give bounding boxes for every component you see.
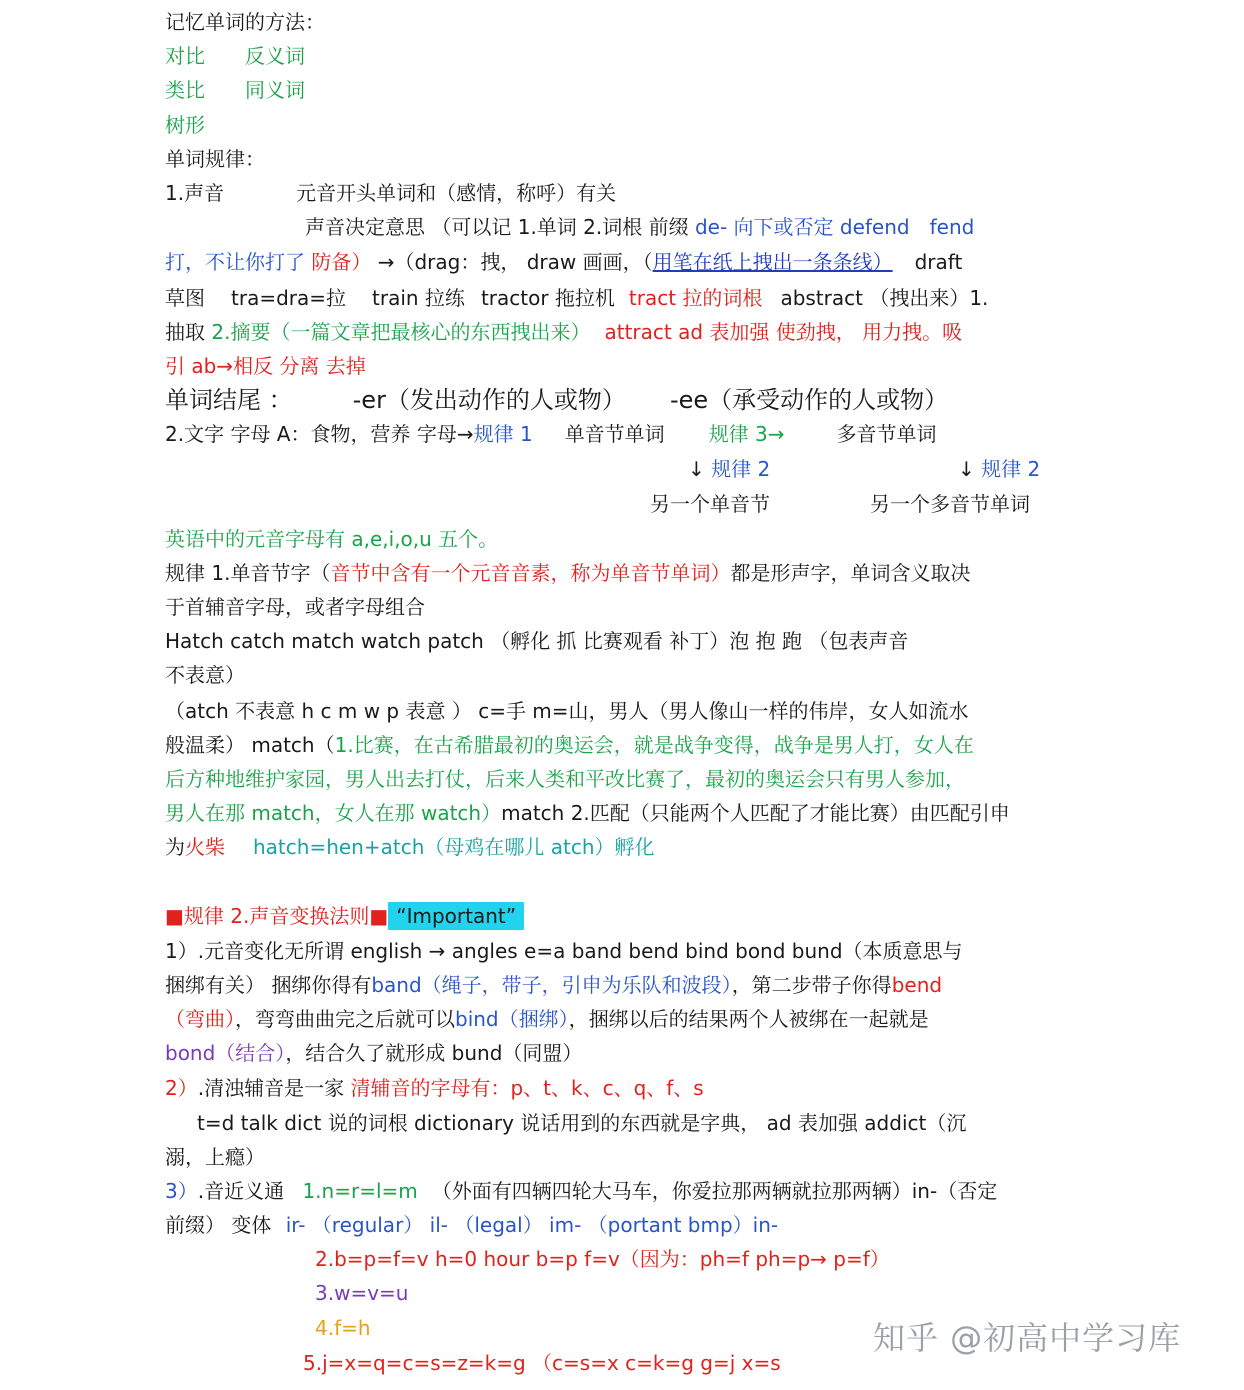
text: ir- （regular） il- （legal） im- （portant bmp）in-	[285, 1213, 779, 1237]
rule2-arrow-left	[688, 455, 770, 483]
text: hatch=hen+atch（母鸡在哪儿 atch）孵化	[253, 835, 655, 859]
text: train 拉练	[372, 286, 465, 310]
another-polysyllable	[870, 490, 1030, 518]
text: 5.j=x=q=c=s=z=k=g （c=s=x c=k=g g=j x=s	[303, 1351, 781, 1375]
text: （弯曲）	[165, 1007, 235, 1031]
text: bind（捆绑）	[455, 1007, 569, 1031]
text: 都是形声字，单词含义取决	[730, 561, 971, 585]
text: 同义词	[245, 78, 305, 102]
text: ，弯弯曲曲完之后就可以	[235, 1007, 455, 1031]
text: 2）	[165, 1076, 198, 1100]
text: 对比	[165, 44, 205, 68]
rule-b-p-f-v	[315, 1245, 890, 1273]
bond-line	[165, 1039, 582, 1067]
text: ，结合久了就形成 bund（同盟）	[285, 1041, 583, 1065]
dict-line	[197, 1109, 966, 1137]
match-story	[165, 765, 965, 793]
text: ，捆绑以后的结果两个人被绑在一起就是	[568, 1007, 929, 1031]
heading-rules	[165, 145, 265, 173]
text: Hatch catch match watch patch （孵化 抓 比赛观看 补丁）泡 抱 跑 （包表声音	[165, 629, 909, 653]
text: 另一个多音节单词	[870, 492, 1030, 516]
text: 2.摘要（一篇文章把最核心的东西拽出来）	[211, 320, 591, 344]
text: 抽取	[165, 320, 205, 344]
text: fend	[929, 215, 975, 239]
text: 3）	[165, 1179, 198, 1203]
text: attract ad 表加强 使劲拽， 用力拽。吸	[604, 320, 963, 344]
text: ↓	[958, 457, 975, 481]
similar-sound-line	[165, 1177, 997, 1205]
text: 另一个单音节	[650, 492, 770, 516]
text: 多音节单词	[836, 422, 937, 446]
text: 为	[165, 835, 185, 859]
text: 单词规律：	[165, 147, 265, 171]
bind-line	[165, 1005, 929, 1033]
rule-j-x-q	[303, 1349, 781, 1377]
rule-f-h	[315, 1314, 371, 1342]
text: 1）.元音变化无所谓 english → angles e=a band bend bind bond bund（本质意思与	[165, 939, 963, 963]
text: 2.文字 字母 A：食物，营养 字母→	[165, 422, 474, 446]
text: 1.比赛，在古希腊最初的奥运会，就是战争变得，战争是男人打，女人在	[334, 733, 974, 757]
text: 后方种地维护家园，男人出去打仗，后来人类和平改比赛了，最初的奥运会只有男人参加，	[165, 767, 965, 791]
text: 清辅音的字母有：p、t、k、c、q、f、s	[350, 1076, 704, 1100]
rule-text	[165, 420, 937, 448]
text: 反义词	[245, 44, 305, 68]
rule2-heading	[165, 902, 524, 930]
text: 3.w=v=u	[315, 1281, 409, 1305]
heading-methods	[165, 8, 325, 36]
text: -ee（承受动作的人或物）	[669, 386, 949, 414]
text: -er（发出动作的人或物）	[352, 386, 626, 414]
text: 男人在那 match，女人在那 watch）	[165, 801, 502, 825]
text: 2.b=p=f=v h=0 hour b=p f=v（因为：ph=f ph=p→ p=f）	[315, 1247, 890, 1271]
text: tra=dra=拉	[231, 286, 347, 310]
text: 规律 1.单音节字（	[165, 561, 331, 585]
text: 记忆单词的方法：	[165, 10, 325, 34]
vowel-change-line	[165, 937, 963, 965]
rule-sound	[165, 179, 616, 207]
text: .音近义通	[197, 1179, 291, 1203]
text: bond（结合）	[165, 1041, 286, 1065]
text: 4.f=h	[315, 1316, 371, 1340]
text: 不表意）	[165, 663, 245, 687]
text: 用笔在纸上拽出一条条线）	[652, 250, 893, 274]
text: 引 ab→相反 分离 去掉	[165, 354, 366, 378]
text: 防备）	[311, 250, 372, 274]
match-line	[165, 731, 974, 759]
tract-line	[165, 284, 988, 312]
text: 般温柔） match（	[165, 733, 335, 757]
rule2-arrow-right	[958, 455, 1040, 483]
vowels-line	[165, 525, 498, 553]
text: 英语中的元音字母有 a,e,i,o,u 五个。	[165, 527, 499, 551]
text: .清浊辅音是一家	[197, 1076, 351, 1100]
text: 规律 2	[981, 457, 1041, 481]
text: draft	[914, 250, 963, 274]
rule1-cont	[165, 593, 425, 621]
text: 溺，上瘾）	[165, 1145, 265, 1169]
drag-line	[165, 248, 962, 276]
text: 单词结尾 ：	[165, 386, 293, 414]
text: 打，不让你打了	[165, 250, 305, 274]
text: abstract （拽出来）1.	[780, 286, 989, 310]
prefix-line	[165, 1211, 778, 1239]
match-story-end	[165, 799, 1010, 827]
text: （atch 不表意 h c m w p 表意 ） c=手 m=山，男人（男人像山一样的伟岸，女人如流水	[165, 699, 969, 723]
text: ，第二步带子你得	[731, 973, 892, 997]
consonant-line	[165, 1074, 704, 1102]
zhihu-watermark: 知乎 @初高中学习库	[873, 1319, 1182, 1357]
abstract-line	[165, 318, 962, 346]
text: ↓	[688, 457, 705, 481]
text: tract 拉的词根	[628, 286, 763, 310]
word-endings	[165, 385, 948, 415]
another-monosyllable	[650, 490, 770, 518]
rule1-line	[165, 559, 970, 587]
hatch-cont	[165, 661, 245, 689]
text: band（绳子，带子，引申为乐队和波段）	[371, 973, 732, 997]
attract-line	[165, 352, 366, 380]
text: 音节中含有一个元音音素，称为单音节单词）	[330, 561, 731, 585]
rule-w-v-u	[315, 1279, 408, 1307]
text: →（drag：拽， draw 画画，（	[377, 250, 653, 274]
text: de- 向下或否定 defend	[694, 215, 910, 239]
text: 1.声音	[165, 181, 225, 205]
text: 火柴	[185, 835, 225, 859]
text: tractor 拖拉机	[480, 286, 615, 310]
text: 元音开头单词和（感情，称呼）有关	[296, 181, 617, 205]
text: 单音节单词	[564, 422, 665, 446]
text: 声音决定意思 （可以记 1.单词 2.词根 前缀	[305, 215, 689, 239]
text: 规律 3→	[708, 422, 785, 446]
hatch-line	[165, 627, 908, 655]
sound-meaning-line	[305, 213, 974, 241]
text: match 2.匹配（只能两个人匹配了才能比赛）由匹配引申	[501, 801, 1010, 825]
text: 草图	[165, 286, 205, 310]
text: 类比	[165, 78, 205, 102]
important-tag: “Important”	[388, 902, 524, 930]
text: t=d talk dict 说的词根 dictionary 说话用到的东西就是字典， ad 表加强 addict（沉	[197, 1111, 967, 1135]
atch-line	[165, 697, 969, 725]
text: 前缀） 变体	[165, 1213, 278, 1237]
text: 树形	[165, 113, 205, 137]
text: 于首辅音字母，或者字母组合	[165, 595, 425, 619]
band-line	[165, 971, 942, 999]
text: 1.n=r=l=m	[302, 1179, 418, 1203]
method-tree	[165, 111, 205, 139]
dict-cont	[165, 1143, 265, 1171]
text: 规律 2	[711, 457, 771, 481]
text: 捆绑有关） 捆绑你得有	[165, 973, 372, 997]
text: （外面有四辆四轮大马车，你爱拉那两辆就拉那两辆）in-（否定	[431, 1179, 998, 1203]
text: ■规律 2.声音变换法则■	[165, 904, 389, 928]
hatch-hen-line	[165, 833, 655, 861]
text: bend	[891, 973, 943, 997]
method-analogy	[165, 76, 305, 104]
method-contrast	[165, 42, 305, 70]
text: 规律 1	[473, 422, 533, 446]
